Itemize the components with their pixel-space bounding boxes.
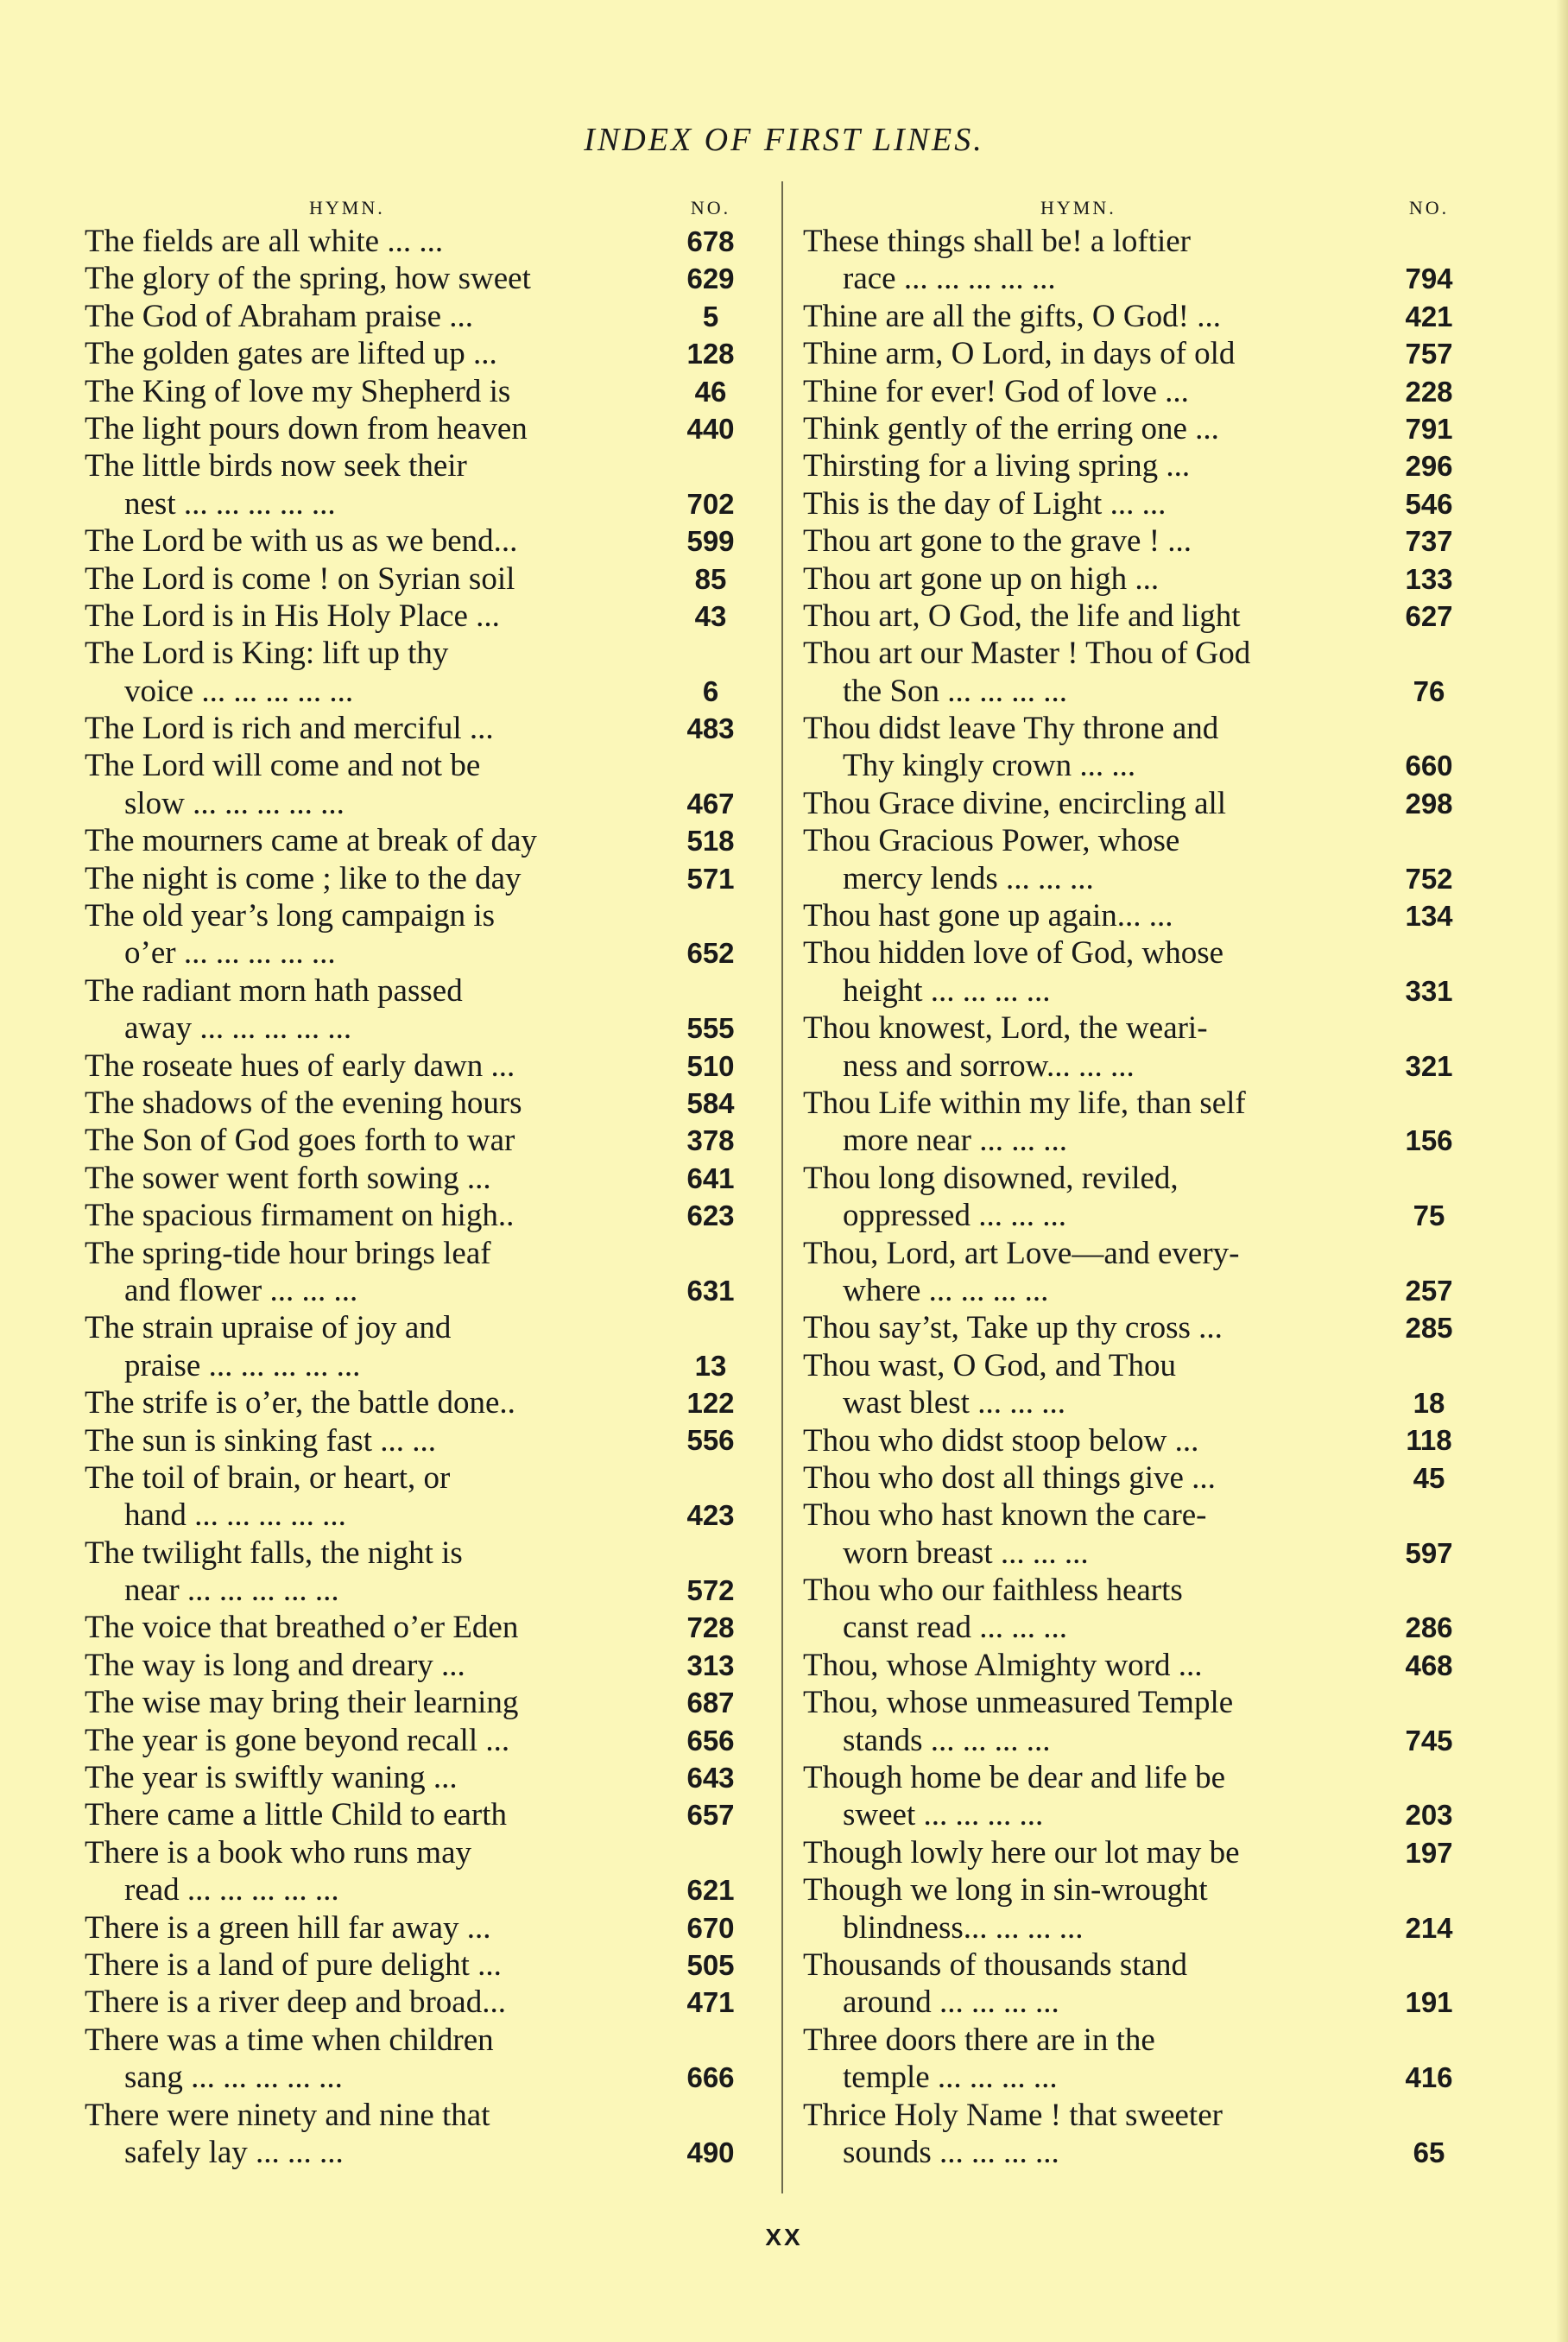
- hymn-number: 794: [1405, 263, 1453, 295]
- hymn-number: 298: [1405, 787, 1453, 820]
- index-entry: [85, 373, 749, 410]
- left-entries: [85, 223, 749, 2171]
- first-line-continuation: near ... ... ... ... ...: [124, 1573, 339, 1609]
- first-line-text: Think gently of the erring one ...: [803, 410, 1219, 446]
- hymn-number: 286: [1405, 1611, 1453, 1644]
- index-entry: [803, 447, 1468, 484]
- hymn-number: 65: [1413, 2136, 1445, 2168]
- first-line-continuation: safely lay ... ... ...: [124, 2134, 344, 2170]
- index-entry: [85, 1235, 749, 1310]
- first-line-continuation: race ... ... ... ... ...: [843, 261, 1056, 297]
- first-line-continuation: around ... ... ... ...: [843, 1984, 1059, 2021]
- first-line-continuation: the Son ... ... ... ...: [843, 673, 1068, 709]
- index-entry: [85, 1946, 749, 1984]
- index-entry: [85, 1609, 749, 1646]
- first-line-text: There is a green hill far away ...: [85, 1909, 491, 1946]
- first-line-text: The voice that breathed o’er Eden: [85, 1610, 519, 1646]
- hymn-number: 46: [694, 375, 727, 408]
- first-line-text: Thousands of thousands stand: [803, 1946, 1187, 1983]
- index-entry: [803, 1235, 1468, 1310]
- index-entry: [803, 1347, 1468, 1422]
- hymn-number: 745: [1405, 1724, 1453, 1756]
- index-entry: [85, 1834, 749, 1909]
- first-line-text: The fields are all white ... ...: [85, 224, 444, 259]
- index-entry: [803, 785, 1468, 822]
- index-entry: [85, 1085, 749, 1122]
- index-entry: [85, 972, 749, 1048]
- first-line-continuation: oppressed ... ... ...: [843, 1198, 1066, 1234]
- hymn-number: 203: [1405, 1799, 1453, 1832]
- hymn-number: 156: [1405, 1124, 1453, 1157]
- first-line-text: This is the day of Light ... ...: [803, 485, 1167, 522]
- index-entry: [803, 335, 1468, 372]
- index-entry: [85, 2097, 749, 2172]
- hymn-number: 13: [694, 1349, 727, 1382]
- index-entry: [803, 1422, 1468, 1459]
- first-line-text: Thrice Holy Name ! that sweeter: [803, 2097, 1223, 2133]
- index-entry: [85, 1197, 749, 1234]
- first-line-text: The radiant morn hath passed: [85, 972, 463, 1009]
- hymn-number: 643: [686, 1762, 735, 1794]
- hymn-number: 490: [686, 2136, 735, 2168]
- hymn-number: 421: [1405, 300, 1453, 332]
- index-entry: [85, 598, 749, 635]
- hymn-number: 599: [686, 525, 735, 558]
- first-line-continuation: worn breast ... ... ...: [843, 1535, 1089, 1571]
- hymn-number: 597: [1405, 1536, 1453, 1569]
- hymn-number: 285: [1405, 1312, 1453, 1345]
- hymn-number: 627: [1405, 599, 1453, 632]
- index-entry: [803, 1572, 1468, 1647]
- hymn-number: 423: [686, 1499, 735, 1532]
- right-column: [803, 192, 1468, 2171]
- hymn-number: 687: [686, 1687, 735, 1719]
- index-entry: [85, 1122, 749, 1159]
- hymn-number: 416: [1405, 2061, 1453, 2094]
- first-line-text: The sower went forth sowing ...: [85, 1160, 491, 1196]
- index-entry: [803, 485, 1468, 522]
- index-entry: [85, 1984, 749, 2021]
- first-line-text: Thou long disowned, reviled,: [803, 1160, 1179, 1196]
- first-line-text: Thou Life within my life, than self: [803, 1085, 1246, 1121]
- index-entry: [803, 1085, 1468, 1160]
- hymn-number: 468: [1405, 1649, 1453, 1681]
- hymn-number: 656: [686, 1724, 735, 1756]
- page-title: INDEX OF FIRST LINES.: [584, 122, 984, 158]
- hymn-number: 702: [686, 487, 735, 520]
- first-line-text: There was a time when children: [85, 2022, 494, 2058]
- index-entry: [85, 822, 749, 859]
- first-line-text: The Lord is come ! on Syrian soil: [85, 560, 515, 597]
- hymn-number: 572: [686, 1574, 735, 1607]
- hymn-number: 556: [686, 1424, 735, 1457]
- index-entry: [803, 410, 1468, 447]
- index-entry: [85, 1459, 749, 1535]
- first-line-text: The Lord is in His Holy Place ...: [85, 598, 500, 634]
- hymn-number: 510: [686, 1049, 735, 1082]
- first-line-text: The sun is sinking fast ... ...: [85, 1422, 436, 1459]
- first-line-text: The year is swiftly waning ...: [85, 1760, 458, 1796]
- first-line-continuation: and flower ... ... ...: [124, 1272, 358, 1308]
- first-line-text: There came a little Child to earth: [85, 1797, 508, 1833]
- first-line-text: The spring-tide hour brings leaf: [85, 1235, 491, 1271]
- first-line-text: There were ninety and nine that: [85, 2097, 490, 2133]
- hymn-number: 584: [686, 1086, 735, 1119]
- index-entry: [85, 447, 749, 522]
- index-entry: [803, 1309, 1468, 1346]
- index-entry: [85, 747, 749, 822]
- first-line-continuation: nest ... ... ... ... ...: [124, 485, 336, 522]
- first-line-text: The mourners came at break of day: [85, 823, 537, 859]
- hymn-number: 518: [686, 825, 735, 858]
- hymn-number: 321: [1405, 1049, 1453, 1082]
- hymn-number: 791: [1405, 412, 1453, 445]
- first-line-text: Thou art our Master ! Thou of God: [803, 636, 1251, 672]
- first-line-text: Thou Grace divine, encircling all: [803, 785, 1227, 821]
- first-line-text: Thou who dost all things give ...: [803, 1459, 1216, 1496]
- first-line-text: Thou art gone up on high ...: [803, 560, 1160, 597]
- index-entry: [85, 410, 749, 447]
- hymn-number: 623: [686, 1199, 735, 1232]
- index-entry: [85, 1722, 749, 1759]
- first-line-text: The strife is o’er, the battle done..: [85, 1385, 515, 1421]
- hymn-header: HYMN.: [1040, 197, 1116, 218]
- index-entry: [803, 1647, 1468, 1684]
- hymn-number: 197: [1405, 1836, 1453, 1869]
- index-entry: [85, 1160, 749, 1197]
- first-line-text: Thou, Lord, art Love—and every-: [803, 1235, 1240, 1271]
- first-line-continuation: sounds ... ... ... ...: [843, 2134, 1059, 2170]
- hymn-number: 134: [1405, 900, 1453, 933]
- index-entry: [803, 2097, 1468, 2172]
- first-line-text: The toil of brain, or heart, or: [85, 1459, 451, 1496]
- hymn-number: 678: [686, 225, 735, 257]
- index-entry: [85, 335, 749, 372]
- hymn-number: 257: [1405, 1274, 1453, 1307]
- hymn-header: HYMN.: [309, 197, 385, 218]
- index-entry: [803, 560, 1468, 598]
- first-line-text: Thou knowest, Lord, the weari-: [803, 1010, 1208, 1047]
- page-number: XX: [765, 2224, 803, 2250]
- hymn-number: 752: [1405, 862, 1453, 895]
- first-line-text: Thou, whose unmeasured Temple: [803, 1685, 1234, 1721]
- first-line-text: The Lord will come and not be: [85, 748, 481, 784]
- hymn-number: 118: [1406, 1424, 1452, 1457]
- no-header: NO.: [690, 197, 731, 218]
- hymn-number: 76: [1413, 674, 1445, 707]
- index-entry: [803, 822, 1468, 897]
- hymn-number: 214: [1405, 1911, 1453, 1944]
- hymn-number: 666: [686, 2061, 735, 2094]
- hymn-number: 728: [686, 1611, 735, 1644]
- hymn-number: 45: [1413, 1461, 1445, 1494]
- first-line-text: There is a river deep and broad...: [85, 1984, 506, 2021]
- first-line-text: The God of Abraham praise ...: [85, 298, 474, 334]
- hymn-number: 737: [1405, 525, 1453, 558]
- hymn-number: 641: [686, 1162, 735, 1194]
- hymn-number: 296: [1405, 450, 1453, 483]
- first-line-text: The night is come ; like to the day: [85, 860, 522, 896]
- first-line-text: Thou, whose Almighty word ...: [803, 1647, 1203, 1683]
- first-line-continuation: sweet ... ... ... ...: [843, 1797, 1044, 1833]
- first-line-text: The Lord be with us as we bend...: [85, 523, 518, 560]
- first-line-continuation: height ... ... ... ...: [843, 972, 1051, 1009]
- first-line-continuation: hand ... ... ... ... ...: [124, 1497, 346, 1534]
- hymn-number: 331: [1405, 974, 1453, 1007]
- hymn-number: 621: [686, 1874, 735, 1907]
- first-line-text: The golden gates are lifted up ...: [85, 336, 497, 372]
- hymn-number: 378: [686, 1124, 735, 1157]
- index-entry: [803, 2022, 1468, 2097]
- first-line-text: The wise may bring their learning: [85, 1685, 519, 1721]
- hymn-number: 660: [1405, 750, 1453, 782]
- first-line-text: Thine are all the gifts, O God! ...: [803, 298, 1221, 334]
- first-line-text: Thou who hast known the care-: [803, 1497, 1207, 1534]
- index-entry: [85, 522, 749, 560]
- hymn-number: 228: [1405, 375, 1453, 408]
- index-entry: [803, 1010, 1468, 1085]
- first-line-continuation: away ... ... ... ... ...: [124, 1010, 352, 1047]
- hymn-number: 5: [702, 300, 719, 332]
- index-entry: [85, 1048, 749, 1085]
- index-entry: [803, 897, 1468, 934]
- first-line-text: Thou didst leave Thy throne and: [803, 711, 1219, 747]
- index-entry: [85, 1684, 749, 1721]
- first-line-text: The roseate hues of early dawn ...: [85, 1048, 515, 1084]
- first-line-text: The spacious firmament on high..: [85, 1198, 515, 1234]
- first-line-text: The year is gone beyond recall ...: [85, 1722, 510, 1758]
- index-entry: [803, 598, 1468, 635]
- index-entry: [803, 223, 1468, 298]
- first-line-text: Though lowly here our lot may be: [803, 1834, 1240, 1870]
- hymn-number: 191: [1405, 1986, 1453, 2019]
- first-line-text: The old year’s long campaign is: [85, 898, 496, 934]
- first-line-text: The twilight falls, the night is: [85, 1535, 463, 1571]
- first-line-text: There is a book who runs may: [85, 1834, 472, 1870]
- index-entry: [85, 635, 749, 710]
- hymn-number: 128: [686, 338, 735, 370]
- index-entry: [85, 710, 749, 747]
- hymn-number: 440: [686, 412, 735, 445]
- first-line-text: There is a land of pure delight ...: [85, 1946, 502, 1983]
- first-line-continuation: temple ... ... ... ...: [843, 2060, 1058, 2096]
- first-line-text: Thou wast, O God, and Thou: [803, 1347, 1176, 1383]
- first-line-continuation: canst read ... ... ...: [843, 1610, 1067, 1646]
- first-line-text: Thou art gone to the grave ! ...: [803, 523, 1192, 560]
- first-line-text: The little birds now seek their: [85, 448, 467, 484]
- left-column: [85, 192, 749, 2171]
- first-line-text: Thou hast gone up again... ...: [803, 898, 1173, 934]
- index-entry: [803, 1497, 1468, 1572]
- hymn-number: 43: [694, 599, 727, 632]
- first-line-continuation: wast blest ... ... ...: [843, 1385, 1065, 1421]
- first-line-text: Thou art, O God, the life and light: [803, 598, 1241, 634]
- hymn-number: 483: [686, 712, 735, 745]
- hymn-number: 652: [686, 937, 735, 970]
- hymn-number: 313: [686, 1649, 735, 1681]
- first-line-text: Thirsting for a living spring ...: [803, 448, 1191, 484]
- left-column-header: [85, 192, 749, 223]
- index-entry: [85, 897, 749, 972]
- hymn-number: 122: [686, 1387, 735, 1420]
- first-line-continuation: where ... ... ... ...: [843, 1272, 1049, 1308]
- hymn-number: 6: [702, 674, 719, 707]
- index-entry: [85, 860, 749, 897]
- index-entry: [803, 298, 1468, 335]
- hymn-number: 629: [686, 263, 735, 295]
- hymn-number: 631: [686, 1274, 735, 1307]
- first-line-text: Thou say’st, Take up thy cross ...: [803, 1310, 1223, 1346]
- hymn-number: 555: [686, 1012, 735, 1045]
- column-divider: [781, 181, 783, 2193]
- index-entry: [85, 298, 749, 335]
- first-line-continuation: blindness... ... ... ...: [843, 1909, 1084, 1946]
- first-line-text: The way is long and dreary ...: [85, 1647, 465, 1683]
- first-line-continuation: sang ... ... ... ... ...: [124, 2060, 343, 2096]
- index-entry: [85, 1422, 749, 1459]
- hymn-number: 757: [1405, 338, 1453, 370]
- index-entry: [85, 223, 749, 260]
- hymn-number: 505: [686, 1948, 735, 1981]
- hymn-number: 571: [686, 862, 735, 895]
- index-entry: [85, 560, 749, 598]
- hymn-number: 670: [686, 1911, 735, 1944]
- hymn-number: 467: [686, 787, 735, 820]
- first-line-text: Thou who our faithless hearts: [803, 1573, 1183, 1609]
- first-line-continuation: slow ... ... ... ... ...: [124, 785, 345, 821]
- index-entry: [803, 1871, 1468, 1946]
- first-line-continuation: stands ... ... ... ...: [843, 1722, 1051, 1758]
- page-edge: [1556, 0, 1568, 2342]
- first-line-text: Though home be dear and life be: [803, 1760, 1226, 1796]
- first-line-continuation: ness and sorrow... ... ...: [843, 1048, 1135, 1084]
- first-line-text: Thine arm, O Lord, in days of old: [803, 336, 1236, 372]
- index-entry: [85, 1384, 749, 1421]
- index-entry: [85, 1309, 749, 1384]
- index-entry: [803, 710, 1468, 785]
- index-entry: [803, 1834, 1468, 1871]
- first-line-text: The Lord is King: lift up thy: [85, 636, 449, 672]
- index-entry: [803, 1759, 1468, 1834]
- hymn-number: 471: [686, 1986, 735, 2019]
- hymn-number: 657: [686, 1799, 735, 1832]
- index-entry: [85, 1647, 749, 1684]
- first-line-continuation: o’er ... ... ... ... ...: [124, 935, 336, 972]
- index-entry: [85, 1535, 749, 1610]
- first-line-continuation: more near ... ... ...: [843, 1123, 1067, 1159]
- index-entry: [85, 260, 749, 297]
- first-line-continuation: Thy kingly crown ... ...: [843, 748, 1136, 784]
- first-line-text: The King of love my Shepherd is: [85, 373, 511, 409]
- first-line-text: The glory of the spring, how sweet: [85, 261, 531, 297]
- index-entry: [803, 522, 1468, 560]
- first-line-text: The strain upraise of joy and: [85, 1310, 452, 1346]
- right-column-header: [803, 192, 1468, 223]
- hymn-number: 546: [1405, 487, 1453, 520]
- hymn-number: 18: [1413, 1387, 1445, 1420]
- first-line-continuation: mercy lends ... ... ...: [843, 860, 1094, 896]
- first-line-text: The Lord is rich and merciful ...: [85, 711, 494, 747]
- hymn-number: 85: [694, 562, 727, 595]
- first-line-text: Thou who didst stoop below ...: [803, 1422, 1199, 1459]
- first-line-continuation: voice ... ... ... ... ...: [124, 673, 354, 709]
- index-entry: [85, 1759, 749, 1796]
- index-entry: [803, 1684, 1468, 1759]
- first-line-text: The light pours down from heaven: [85, 410, 528, 446]
- index-entry: [803, 373, 1468, 410]
- first-line-text: Three doors there are in the: [803, 2022, 1155, 2058]
- hymn-number: 133: [1405, 562, 1453, 595]
- no-header: NO.: [1408, 197, 1450, 218]
- first-line-text: The Son of God goes forth to war: [85, 1123, 515, 1159]
- index-entry: [85, 1909, 749, 1946]
- index-entry: [803, 1160, 1468, 1235]
- hymn-number: 75: [1413, 1199, 1445, 1232]
- first-line-text: Thine for ever! God of love ...: [803, 373, 1189, 409]
- index-entry: [85, 1796, 749, 1833]
- index-entry: [803, 635, 1468, 710]
- first-line-text: Thou Gracious Power, whose: [803, 823, 1180, 859]
- first-line-text: Thou hidden love of God, whose: [803, 935, 1224, 972]
- index-entry: [803, 934, 1468, 1010]
- right-entries: [803, 223, 1468, 2171]
- first-line-text: These things shall be! a loftier: [803, 224, 1192, 259]
- index-entry: [85, 2022, 749, 2097]
- index-entry: [803, 1946, 1468, 2022]
- first-line-text: The shadows of the evening hours: [85, 1085, 522, 1121]
- index-entry: [803, 1459, 1468, 1497]
- first-line-continuation: read ... ... ... ... ...: [124, 1872, 339, 1908]
- first-line-text: Though we long in sin-wrought: [803, 1872, 1208, 1908]
- first-line-continuation: praise ... ... ... ... ...: [124, 1347, 361, 1383]
